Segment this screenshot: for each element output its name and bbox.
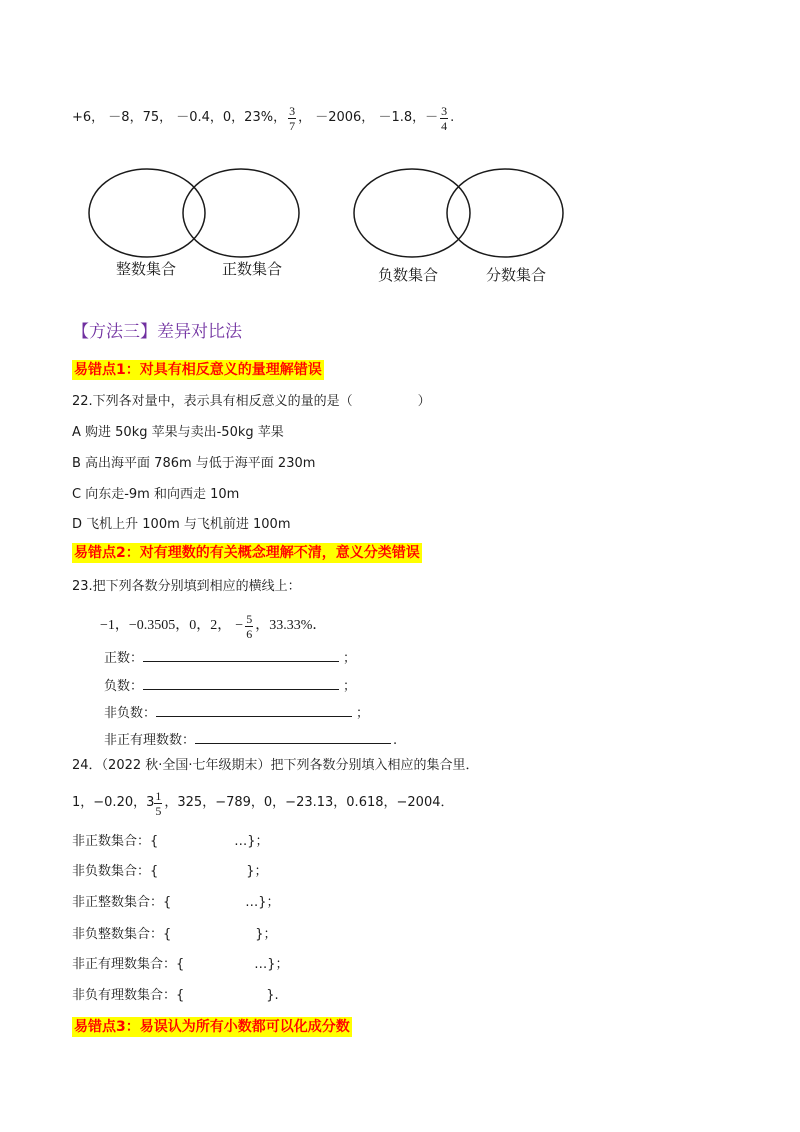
q23-numbers-part2: ，33.33%．	[255, 618, 327, 633]
set-label: 非正有理数集合：{	[72, 957, 185, 972]
answer-blank[interactable]	[195, 730, 391, 744]
q22-option-b: B 高出海平面 786m 与低于海平面 230m	[72, 456, 316, 471]
q23-stem: 23.把下列各数分别填到相应的横线上：	[72, 579, 301, 594]
blank-end: .	[393, 733, 398, 748]
answer-blank[interactable]	[143, 676, 339, 690]
fraction-five-sixths	[245, 612, 253, 641]
number-list-line	[72, 100, 454, 136]
q23-fraction-sign: −	[235, 618, 244, 633]
venn-circle-fractions	[447, 169, 563, 257]
mixed-fraction-one-fifth	[154, 789, 162, 818]
venn-diagram-left	[85, 165, 305, 265]
blank-end: ；	[343, 679, 357, 694]
venn-circle-integers	[89, 169, 205, 257]
set-end: }；	[255, 927, 277, 942]
answer-blank[interactable]	[156, 703, 352, 717]
q23-numbers-part1: −1，−0.3505，0，2，	[100, 618, 232, 633]
blank-label: 非正有理数数：	[104, 733, 196, 748]
venn-label-positives: 正数集合	[222, 260, 283, 278]
fraction-denominator: 4	[441, 118, 448, 133]
q22-option-a: A 购进 50kg 苹果与卖出-50kg 苹果	[72, 425, 284, 440]
q24-numbers-part1: 1，−0.20，3	[72, 795, 155, 810]
q23-blank-row-negative	[104, 676, 356, 697]
answer-blank[interactable]	[143, 648, 339, 662]
q24-set-non-positive	[72, 832, 269, 852]
q24-set-non-negative-rational	[72, 986, 279, 1006]
fraction-numerator: 5	[246, 611, 253, 626]
error-point-2: 易错点2：对有理数的有关概念理解不清，意义分类错误	[74, 545, 420, 561]
q22-option-c: C 向东走-9m 和向西走 10m	[72, 487, 240, 502]
blank-label: 负数：	[104, 679, 144, 694]
set-label: 非负数集合：{	[72, 864, 159, 879]
set-label: 非正整数集合：{	[72, 895, 172, 910]
number-list-part1: +6， －8，75， －0.4，0，23%，	[72, 110, 287, 125]
q22-stem: 22.下列各对量中，表示具有相反意义的量的是（ ）	[72, 394, 431, 409]
set-end: …}；	[245, 895, 280, 910]
q23-blank-row-non-negative	[104, 703, 369, 724]
q22-option-d: D 飞机上升 100m 与飞机前进 100m	[72, 517, 291, 532]
blank-end: ；	[356, 706, 370, 721]
fraction-numerator: 3	[441, 103, 448, 118]
fraction-three-sevenths	[288, 104, 296, 133]
set-end: }；	[246, 864, 268, 879]
set-end: …}；	[234, 834, 269, 849]
fraction-numerator: 1	[155, 788, 162, 803]
q24-numbers-part2: ，325，−789，0，−23.13，0.618，−2004．	[164, 795, 454, 810]
blank-end: ；	[343, 651, 357, 666]
blank-label: 正数：	[104, 651, 144, 666]
q23-number-list	[100, 606, 326, 646]
q24-set-non-negative	[72, 862, 268, 882]
set-label: 非负整数集合：{	[72, 927, 172, 942]
q24-set-non-positive-integers	[72, 893, 280, 913]
q23-blank-row-non-positive-rational	[104, 730, 397, 751]
venn-diagram-right	[350, 165, 570, 265]
set-label: 非正数集合：{	[72, 834, 159, 849]
q24-number-list	[72, 783, 453, 823]
fraction-numerator: 3	[289, 103, 296, 118]
venn-label-integers: 整数集合	[116, 260, 177, 278]
venn-circle-positives	[183, 169, 299, 257]
q24-set-non-negative-integers	[72, 925, 277, 945]
fraction-denominator: 7	[289, 118, 296, 133]
venn-circle-negatives	[354, 169, 470, 257]
set-label: 非负有理数集合：{	[72, 988, 185, 1003]
number-list-end: .	[450, 110, 455, 125]
set-end: }.	[266, 988, 279, 1003]
number-list-part2: ， －2006， －1.8，－	[298, 110, 439, 125]
fraction-three-quarters	[440, 104, 448, 133]
set-end: …}；	[254, 957, 289, 972]
q24-stem: 24．（2022 秋·全国·七年级期末）把下列各数分别填入相应的集合里．	[72, 758, 479, 773]
venn-label-fractions: 分数集合	[486, 266, 547, 284]
q23-blank-row-positive	[104, 648, 356, 669]
fraction-denominator: 6	[246, 626, 253, 641]
blank-label: 非负数：	[104, 706, 157, 721]
q24-set-non-positive-rational	[72, 955, 289, 975]
venn-label-negatives: 负数集合	[378, 266, 439, 284]
method-heading: 【方法三】差异对比法	[72, 322, 242, 342]
error-point-1: 易错点1：对具有相反意义的量理解错误	[74, 362, 322, 378]
error-point-3: 易错点3：易误认为所有小数都可以化成分数	[74, 1019, 350, 1035]
fraction-denominator: 5	[155, 803, 162, 818]
